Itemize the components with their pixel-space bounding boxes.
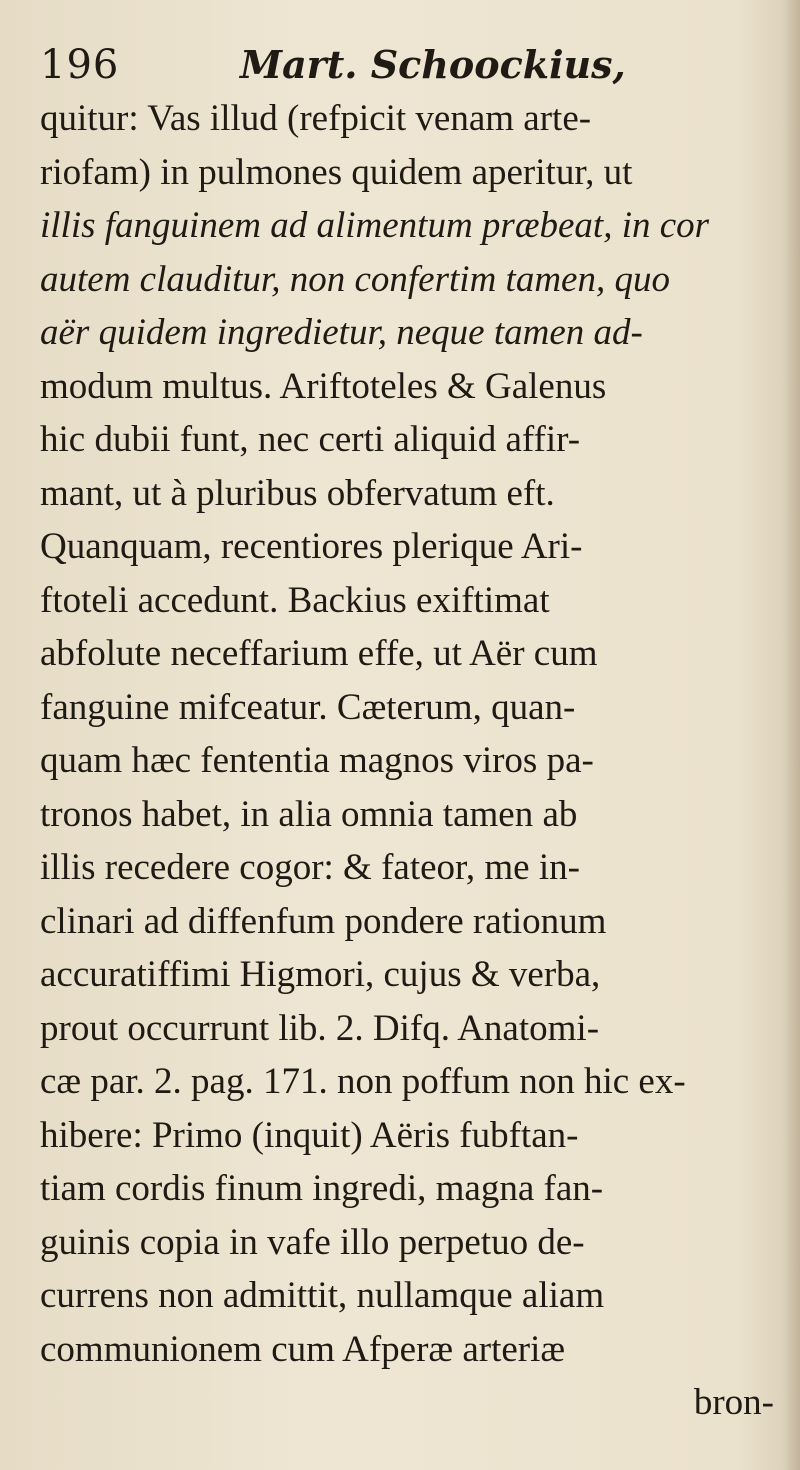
text-line: clinari ad diffenfum pondere rationum	[40, 900, 607, 942]
text-line: communionem cum Afperæ arteriæ	[40, 1328, 566, 1370]
text-line: cæ par. 2. pag. 171. non poffum non hic ex-	[40, 1061, 686, 1102]
page-number: 196	[40, 42, 120, 88]
text-line: quitur: Vas illud (refpicit venam arte-	[40, 98, 592, 139]
text-line: aër quidem ingredietur, neque tamen ad-	[40, 312, 643, 353]
text-line: guinis copia in vafe illo perpetuo de-	[40, 1221, 585, 1263]
text-line: autem clauditur, non confertim tamen, quo	[40, 258, 670, 300]
text-line: illis recedere cogor: & fateor, me in-	[40, 847, 580, 888]
text-line: Quanquam, recentiores plerique Ari-	[40, 526, 583, 567]
text-line: accuratiffimi Higmori, cujus & verba,	[40, 954, 601, 995]
running-head: Mart. Schoockius,	[240, 42, 626, 87]
text-line: hibere: Primo (inquit) Aëris fubftan-	[40, 1114, 579, 1156]
text-line: fanguine mifceatur. Cæterum, quan-	[40, 686, 576, 728]
text-line: riofam) in pulmones quidem aperitur, ut	[40, 151, 633, 193]
text-line: prout occurrunt lib. 2. Difq. Anatomi-	[40, 1007, 600, 1049]
text-line: hic dubii funt, nec certi aliquid affir-	[40, 419, 581, 460]
text-line: illis fanguinem ad alimentum præbeat, in cor	[40, 205, 710, 246]
text-line: tiam cordis finum ingredi, magna fan-	[40, 1168, 604, 1209]
text-line: abfolute neceffarium effe, ut Aër cum	[40, 633, 598, 674]
body-text	[40, 92, 780, 1430]
page-header	[40, 40, 760, 90]
text-line: mant, ut à pluribus obfervatum eft.	[40, 472, 555, 514]
page-edge-shadow	[782, 0, 800, 1470]
text-line: quam hæc fententia magnos viros pa-	[40, 740, 594, 781]
text-line: ftoteli accedunt. Backius exiftimat	[40, 579, 550, 621]
text-line: modum multus. Ariftoteles & Galenus	[40, 365, 607, 407]
text-line: currens non admittit, nullamque aliam	[40, 1275, 605, 1316]
text-line: tronos habet, in alia omnia tamen ab	[40, 793, 578, 835]
catchword: bron-	[693, 1382, 774, 1423]
